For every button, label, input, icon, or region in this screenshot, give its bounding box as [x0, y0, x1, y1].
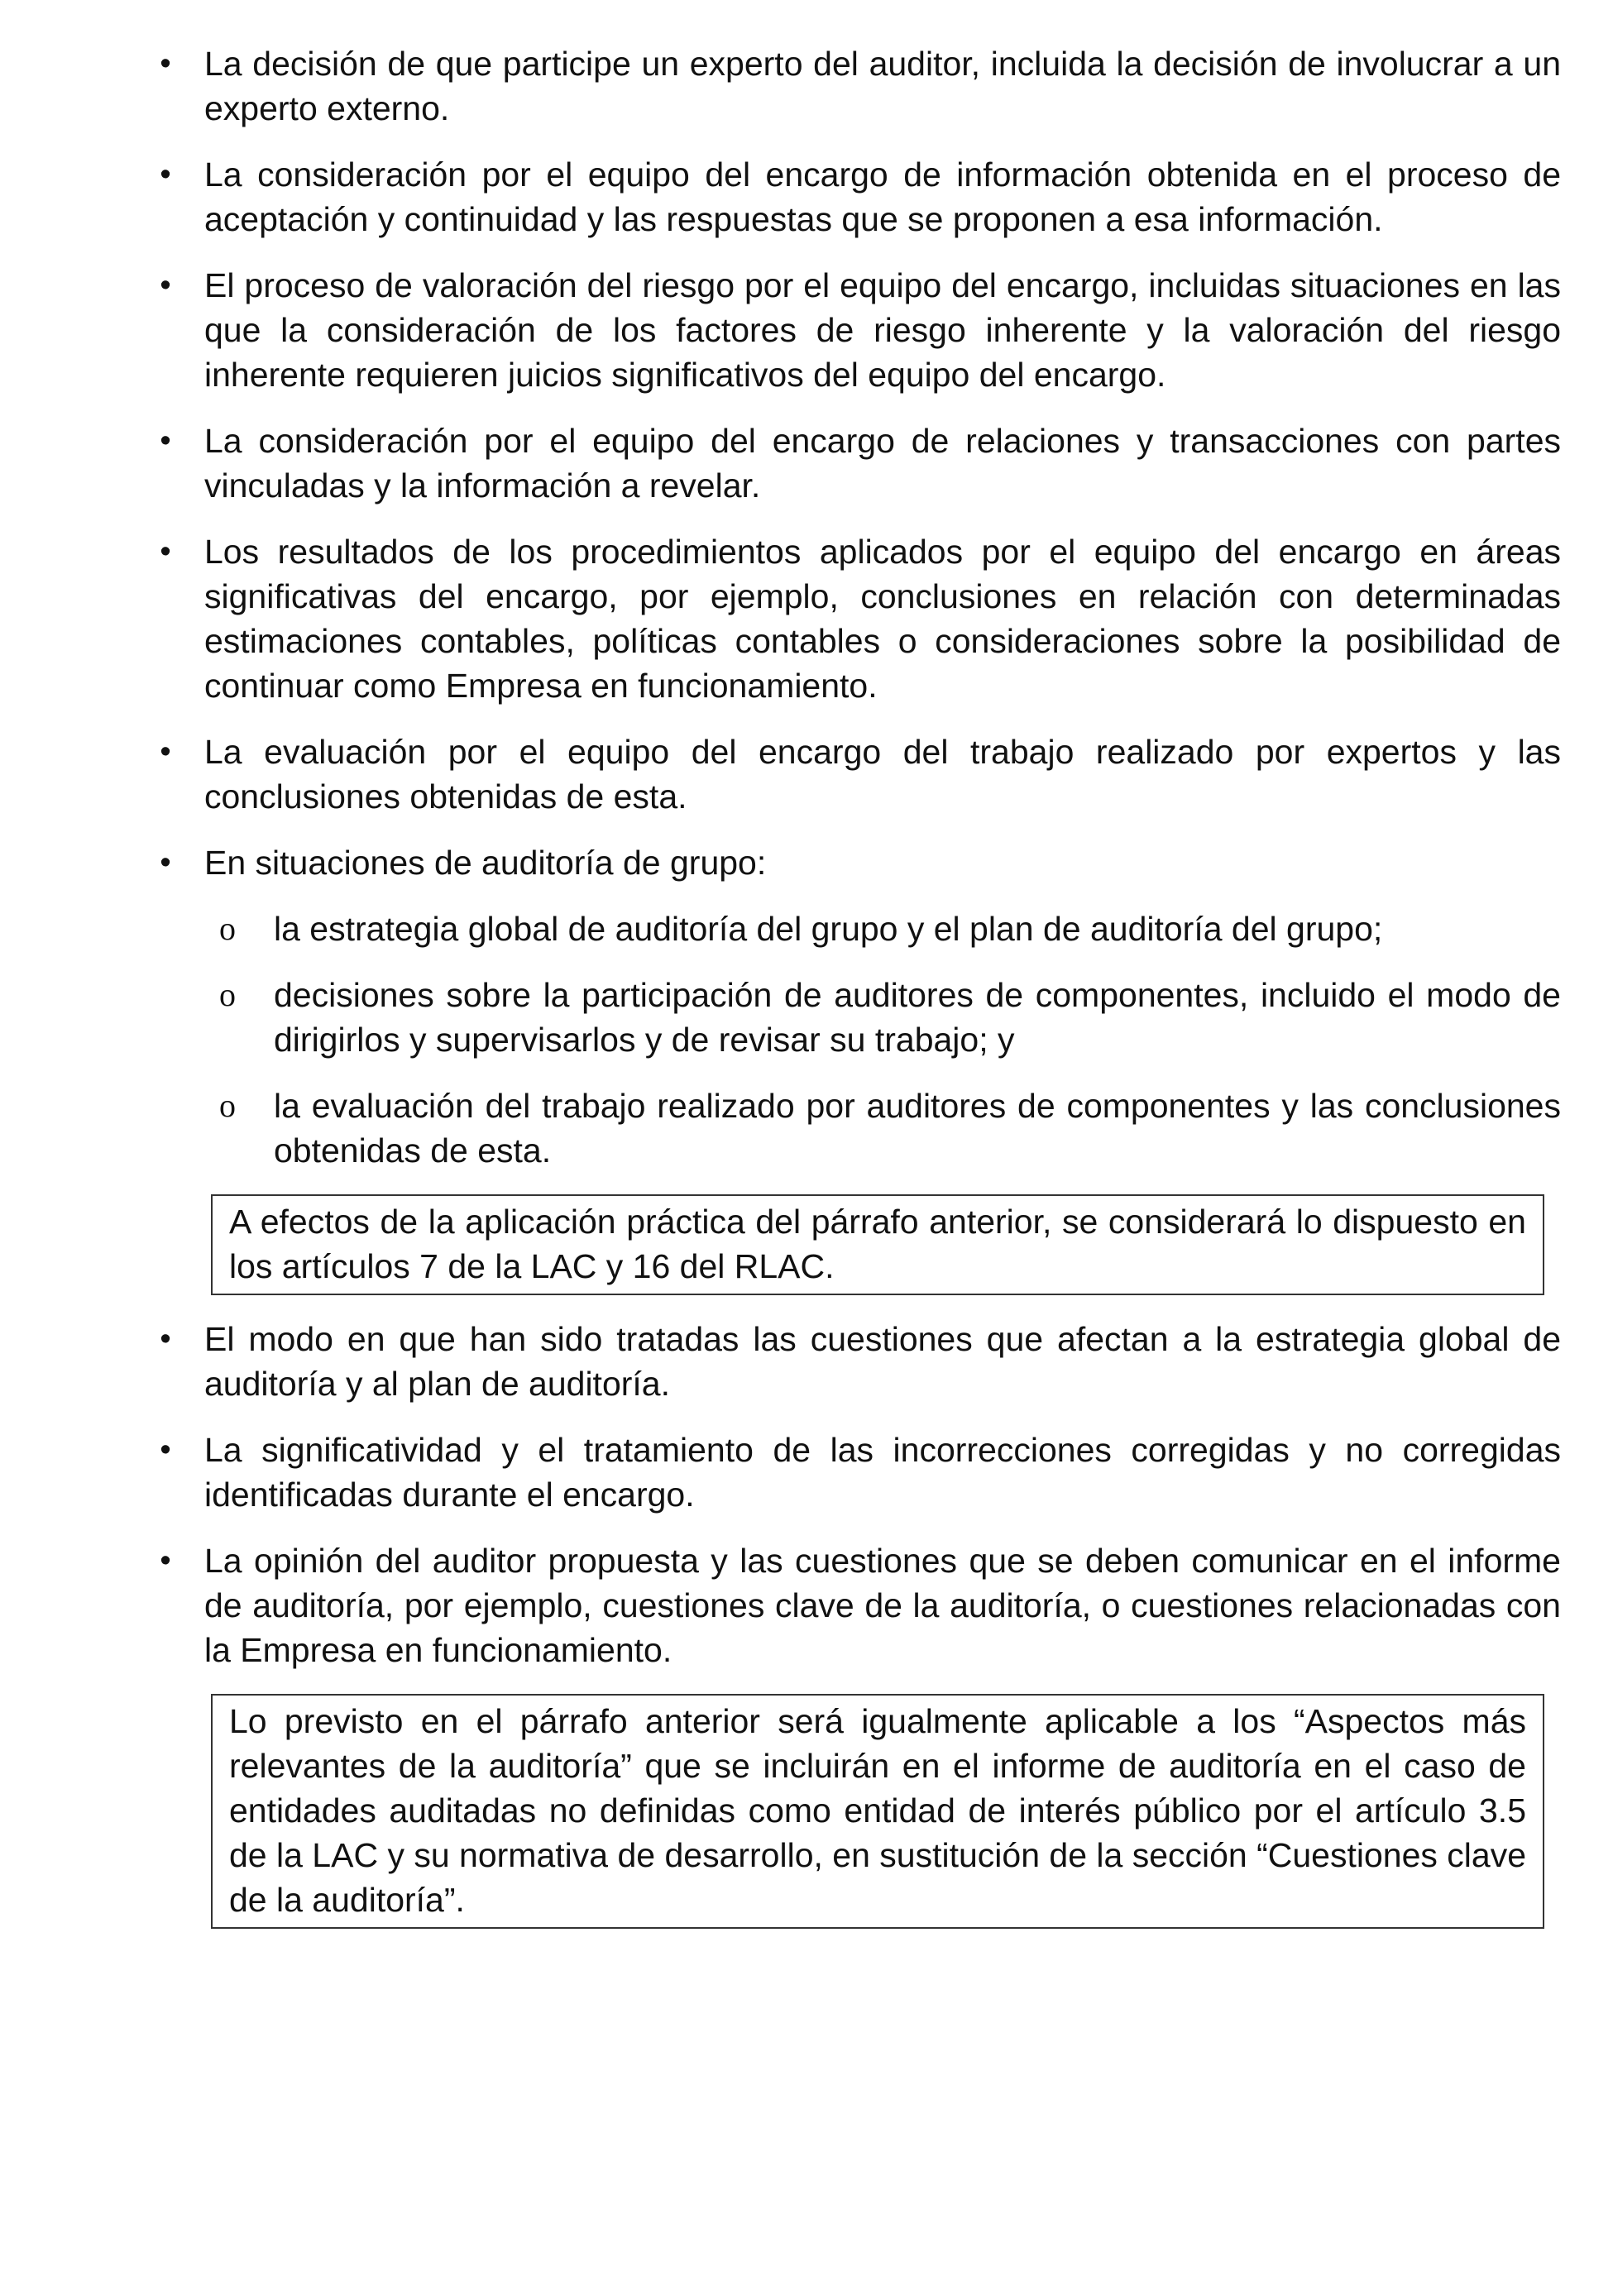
bullet-icon: • [160, 1433, 171, 1467]
bullet-icon: • [160, 845, 171, 880]
document-content [160, 41, 1561, 1950]
list-item [160, 529, 1561, 708]
list-item-text: La significatividad y el tratamiento de las incorrecciones corregidas y no corregidas identificadas durante el encargo. [204, 1431, 1561, 1514]
sublist-item-text: decisiones sobre la participación de auditores de componentes, incluido el modo de dirigirlos y supervisarlos y de revisar su trabajo; y [274, 976, 1561, 1059]
bullet-icon: • [160, 1543, 171, 1578]
list-item-group-audit [160, 840, 1561, 1173]
note-box-lac-articles: A efectos de la aplicación práctica del párrafo anterior, se considerará lo dispuesto en los artículos 7 de la LAC y 16 del RLAC. [211, 1194, 1544, 1295]
list-item-text: La opinión del auditor propuesta y las cuestiones que se deben comunicar en el informe de auditoría, por ejemplo, cuestiones clave de la auditoría, o cuestiones relacionadas con la Empresa en funcionamiento. [204, 1542, 1561, 1669]
sublist [219, 906, 1561, 1173]
bullet-icon: • [160, 157, 171, 192]
list-item [160, 152, 1561, 242]
list-item [160, 1317, 1561, 1406]
sublist-item [219, 1083, 1561, 1173]
bullet-icon: • [160, 1322, 171, 1356]
sublist-item [219, 973, 1561, 1062]
list-item [160, 1428, 1561, 1517]
sublist-item-text: la estrategia global de auditoría del grupo y el plan de auditoría del grupo; [274, 910, 1383, 948]
bullet-icon: • [160, 268, 171, 303]
bullet-icon: • [160, 534, 171, 569]
list-item-text: La evaluación por el equipo del encargo del trabajo realizado por expertos y las conclusiones obtenidas de esta. [204, 733, 1561, 816]
circle-bullet-icon: o [219, 1087, 236, 1124]
list-item-text: Los resultados de los procedimientos aplicados por el equipo del encargo en áreas significativas del encargo, por ejemplo, conclusiones en relación con determinadas estimaciones contables, políticas contables o consideraciones sobre la posibilidad de continuar como Empresa en funcionamiento. [204, 533, 1561, 705]
list-item-text: En situaciones de auditoría de grupo: [204, 844, 767, 882]
list-item-text: El proceso de valoración del riesgo por el equipo del encargo, incluidas situaciones en las que la consideración de los factores de riesgo inherente y la valoración del riesgo inherente requieren juicios significativos del equipo del encargo. [204, 266, 1561, 394]
list-item [160, 41, 1561, 131]
circle-bullet-icon: o [219, 910, 236, 947]
list-item [160, 263, 1561, 397]
note-box-relevant-aspects: Lo previsto en el párrafo anterior será igualmente aplicable a los “Aspectos más relevantes de la auditoría” que se incluirán en el informe de auditoría en el caso de entidades auditadas no definidas como entidad de interés público por el artículo 3.5 de la LAC y su normativa de desarrollo, en sustitución de la sección “Cuestiones clave de la auditoría”. [211, 1694, 1544, 1929]
list-item [160, 419, 1561, 508]
bullet-icon: • [160, 423, 171, 458]
bullet-icon: • [160, 734, 171, 769]
circle-bullet-icon: o [219, 976, 236, 1013]
list-item-text: El modo en que han sido tratadas las cuestiones que afectan a la estrategia global de auditoría y al plan de auditoría. [204, 1320, 1561, 1403]
sublist-item [219, 906, 1561, 951]
list-item [160, 729, 1561, 819]
bullet-icon: • [160, 46, 171, 81]
list-item-text: La consideración por el equipo del encargo de relaciones y transacciones con partes vinculadas y la información a revelar. [204, 422, 1561, 505]
list-item-text: La consideración por el equipo del encargo de información obtenida en el proceso de aceptación y continuidad y las respuestas que se proponen a esa información. [204, 155, 1561, 238]
list-item-text: La decisión de que participe un experto del auditor, incluida la decisión de involucrar a un experto externo. [204, 45, 1561, 127]
sublist-item-text: la evaluación del trabajo realizado por auditores de componentes y las conclusiones obtenidas de esta. [274, 1087, 1561, 1170]
list-item [160, 1538, 1561, 1672]
